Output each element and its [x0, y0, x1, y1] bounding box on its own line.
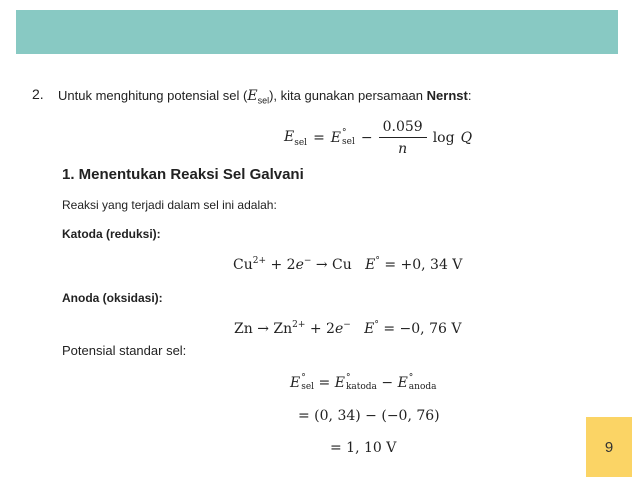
std-t2: E [397, 375, 408, 391]
std-t1: E [334, 375, 345, 391]
katoda-electron-charge: − [303, 256, 312, 266]
standard-equation-line2: = (0, 34) − (−0, 76) [298, 408, 440, 424]
std-lhs-sub: sel [301, 382, 315, 392]
nernst-e0-sub: sel [342, 137, 355, 147]
std-t2-sub: anoda [408, 382, 437, 392]
nernst-lhs: E [284, 128, 295, 145]
anoda-degree: ° [374, 320, 379, 330]
nernst-minus: − [360, 130, 373, 146]
nernst-equals: = [313, 130, 325, 146]
fraction-denominator: n [398, 141, 408, 157]
page-number-badge [586, 417, 632, 477]
anoda-plus-e: + 2 [309, 321, 335, 337]
anoda-electron-charge: − [343, 320, 351, 330]
nernst-lhs-sub: sel [294, 137, 308, 148]
nernst-log: log [432, 130, 455, 146]
intro-var-sub: sel [257, 95, 270, 106]
anoda-metal: Zn [234, 321, 253, 337]
intro-text-end: : [467, 88, 472, 103]
fraction-numerator: 0.059 [379, 119, 427, 138]
std-lhs: E [290, 375, 301, 391]
anoda-arrow: → [257, 321, 269, 337]
standard-equation-line3: = 1, 10 V [330, 440, 397, 456]
anoda-ion: Zn [273, 321, 293, 337]
katoda-arrow: → [315, 257, 328, 273]
nernst-e0-sup: ° [342, 128, 347, 138]
reaction-intro-text: Reaksi yang terjadi dalam sel ini adalah: [62, 198, 277, 212]
katoda-degree: ° [375, 256, 380, 266]
anoda-value: = −0, 76 V [383, 321, 462, 337]
std-t1-sup: ° [345, 373, 351, 383]
katoda-e-symbol: E [365, 257, 376, 273]
nernst-q: Q [460, 130, 473, 146]
section-title: 1. Menentukan Reaksi Sel Galvani [62, 166, 304, 183]
intro-text-before: Untuk menghitung potensial sel ( [58, 88, 248, 103]
std-minus: − [381, 375, 394, 391]
katoda-ion: Cu [233, 257, 253, 273]
nernst-keyword: Nernst [426, 88, 468, 103]
katoda-equation [233, 256, 462, 273]
intro-sentence [58, 88, 471, 106]
header-band [16, 10, 618, 54]
intro-text-after: ), kita gunakan persamaan [269, 88, 427, 103]
katoda-ion-charge: 2+ [252, 256, 267, 266]
nernst-e0: E [330, 130, 342, 146]
nernst-equation [284, 119, 472, 157]
anoda-label: Anoda (oksidasi): [62, 291, 163, 305]
anoda-ion-charge: 2+ [292, 320, 306, 330]
std-t1-sub: katoda [345, 382, 377, 392]
std-t2-sup: ° [408, 373, 414, 383]
anoda-equation [234, 320, 461, 337]
intro-var-symbol: E [247, 88, 258, 104]
anoda-e-symbol: E [364, 321, 375, 337]
standard-equation-line1 [290, 374, 437, 392]
katoda-value: = +0, 34 V [384, 257, 463, 273]
katoda-electron: e [295, 257, 304, 273]
page-number: 9 [604, 438, 614, 456]
katoda-label: Katoda (reduksi): [62, 227, 161, 241]
katoda-plus-e: + 2 [270, 257, 296, 273]
nernst-fraction [379, 119, 427, 157]
std-equals: = [318, 375, 331, 391]
anoda-electron: e [334, 321, 344, 337]
std-lhs-sup: ° [301, 373, 306, 383]
standard-potential-label: Potensial standar sel: [62, 343, 187, 358]
katoda-product: Cu [332, 257, 352, 273]
question-number: 2. [32, 86, 44, 102]
